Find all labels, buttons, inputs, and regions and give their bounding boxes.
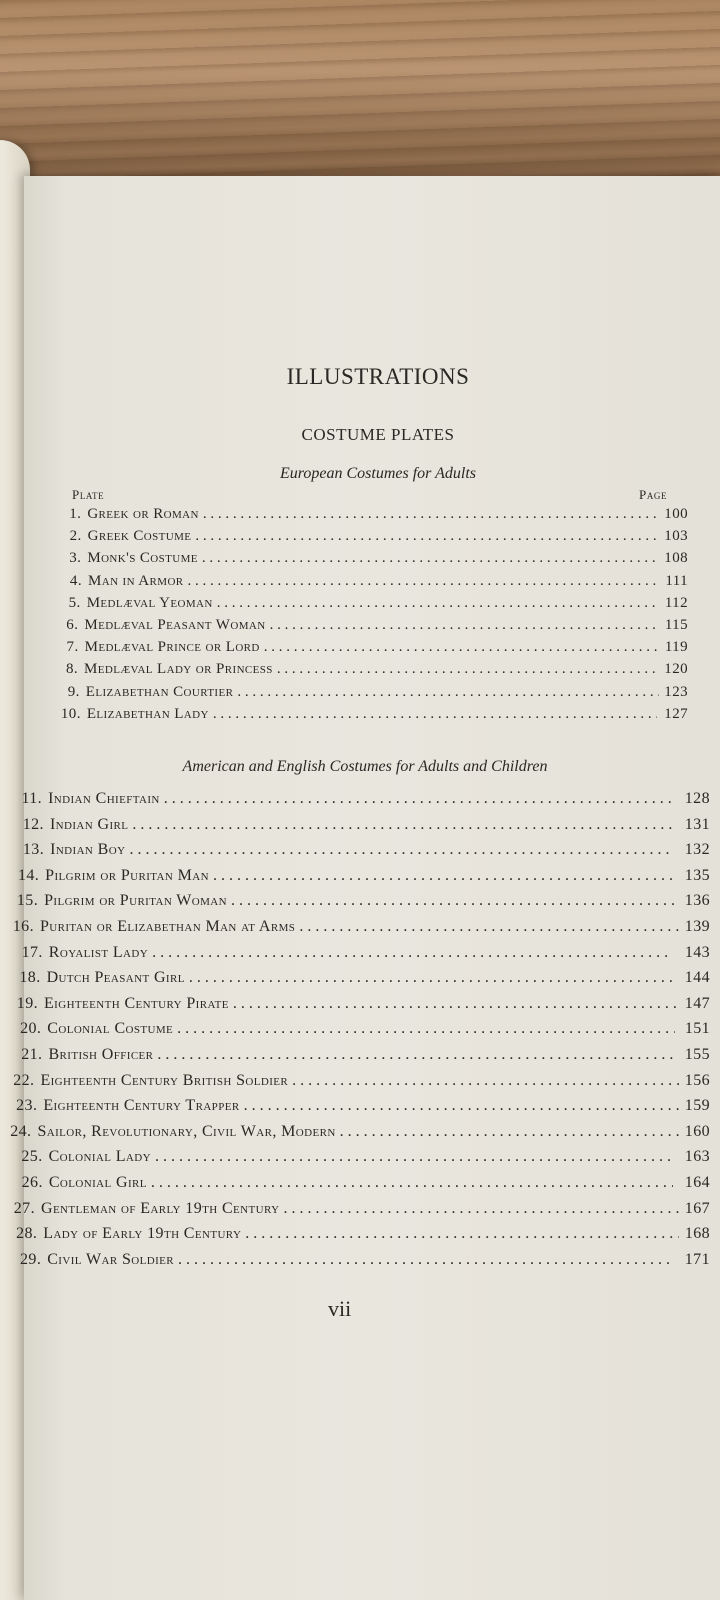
plate-title: Eighteenth Century Pirate (44, 994, 229, 1012)
dot-leader (152, 944, 673, 962)
page-ref: 163 (684, 1148, 710, 1166)
toc-entry (60, 661, 688, 683)
plate-title: Royalist Lady (48, 943, 149, 961)
plate-number: 1. (69, 506, 82, 522)
plate-number: 23. (16, 1097, 38, 1115)
plate-number: 24. (10, 1122, 32, 1140)
toc-entry (10, 969, 710, 995)
page-ref: 108 (664, 550, 688, 567)
page-ref: 111 (665, 572, 688, 589)
page-ref: 143 (684, 943, 711, 961)
page-ref: 159 (684, 1097, 710, 1115)
plate-title: Medlæval Prince or Lord (84, 639, 260, 656)
plate-title: Elizabethan Lady (86, 705, 209, 722)
dot-leader (283, 1200, 680, 1218)
page-ref: 103 (664, 528, 688, 545)
page-ref: 160 (684, 1122, 710, 1140)
plate-title: Greek Costume (87, 528, 192, 545)
dot-leader (213, 867, 677, 885)
page-title: ILLUSTRATIONS (286, 364, 470, 389)
dot-leader (231, 892, 678, 910)
toc-entry (60, 639, 688, 661)
plate-number: 7. (66, 639, 79, 656)
plate-title: Colonial Lady (48, 1148, 151, 1166)
toc-entry (60, 684, 688, 706)
page-ref: 115 (664, 616, 688, 633)
dot-leader (237, 684, 658, 701)
plate-number: 13. (22, 841, 45, 859)
plate-title: Eighteenth Century Trapper (43, 1097, 240, 1115)
plate-title: Medlæval Yeoman (86, 594, 213, 611)
section-heading-american-english: American and English Costumes for Adults and Children (182, 758, 548, 775)
european-plates-list (60, 506, 688, 728)
dot-leader (340, 1123, 681, 1141)
page-subtitle: COSTUME PLATES (301, 425, 455, 444)
dot-leader (189, 969, 676, 987)
plate-number: 26. (21, 1173, 43, 1191)
plate-number: 3. (69, 550, 82, 567)
plate-number: 9. (67, 683, 80, 700)
plate-title: Indian Girl (49, 815, 129, 833)
page-ref: 164 (684, 1173, 710, 1191)
dot-leader (151, 1174, 673, 1192)
page-ref: 135 (684, 866, 710, 884)
page-ref: 136 (684, 892, 710, 910)
dot-leader (129, 841, 671, 859)
plate-column-header: Plate (72, 487, 105, 502)
plate-title: Sailor, Revolutionary, Civil War, Modern (37, 1122, 336, 1140)
toc-entry (60, 595, 688, 617)
plate-number: 10. (60, 705, 81, 722)
toc-entry (10, 1200, 710, 1226)
plate-title: Civil War Soldier (47, 1250, 175, 1268)
plate-number: 22. (13, 1071, 35, 1089)
plate-title: Pilgrim or Puritan Man (45, 866, 209, 884)
plate-number: 18. (19, 969, 41, 987)
plate-title: Medlæval Peasant Woman (84, 616, 266, 633)
toc-entry (10, 892, 710, 918)
page-ref: 120 (664, 661, 688, 678)
plate-title: Colonial Costume (47, 1020, 174, 1038)
plate-number: 8. (65, 661, 79, 678)
dot-leader (203, 506, 657, 523)
plate-number: 17. (21, 943, 43, 961)
plate-number: 25. (21, 1148, 43, 1166)
page-ref: 156 (684, 1071, 710, 1089)
plate-number: 28. (16, 1225, 38, 1243)
toc-entry (10, 816, 710, 842)
plate-title: Indian Boy (50, 841, 126, 859)
plate-number: 5. (68, 594, 81, 611)
dot-leader (245, 1225, 678, 1243)
plate-title: British Officer (48, 1045, 154, 1063)
dot-leader (177, 1020, 675, 1038)
plate-number: 20. (20, 1020, 42, 1038)
plate-number: 15. (16, 892, 39, 910)
dot-leader (164, 790, 674, 808)
page-ref: 155 (684, 1045, 710, 1063)
section-heading-european: European Costumes for Adults (279, 465, 476, 482)
dot-leader (155, 1148, 673, 1166)
toc-entry (10, 1046, 710, 1072)
page-ref: 168 (684, 1225, 711, 1243)
toc-entry (10, 1123, 710, 1149)
plate-number: 2. (69, 528, 82, 545)
toc-entry (10, 1097, 710, 1123)
dot-leader (217, 595, 658, 612)
toc-entry (10, 944, 710, 970)
page-ref: 131 (684, 815, 710, 833)
plate-number: 29. (20, 1250, 42, 1268)
toc-entry (10, 790, 710, 816)
plate-number: 21. (21, 1045, 43, 1063)
page-ref: 171 (684, 1250, 710, 1268)
page-ref: 100 (664, 506, 688, 522)
toc-entry (10, 841, 710, 867)
toc-entry (10, 1174, 710, 1200)
plate-number: 12. (22, 815, 44, 833)
page-ref: 167 (684, 1199, 710, 1217)
page-ref: 144 (684, 969, 710, 987)
page-ref: 151 (684, 1020, 711, 1038)
plate-title: Eighteenth Century British Soldier (40, 1071, 289, 1089)
plate-title: Monk's Costume (87, 550, 198, 567)
plate-number: 4. (69, 572, 82, 589)
plate-title: Gentleman of Early 19th Century (40, 1199, 280, 1217)
dot-leader (178, 1251, 675, 1269)
dot-leader (299, 918, 680, 936)
page-ref: 128 (684, 790, 710, 807)
plate-title: Man in Armor (87, 572, 184, 589)
plate-number: 11. (21, 790, 43, 807)
toc-entry (60, 506, 688, 528)
toc-entry (10, 867, 710, 893)
plate-title: Indian Chieftain (48, 790, 160, 807)
page-ref: 139 (684, 917, 710, 935)
dot-leader (270, 617, 661, 634)
dot-leader (188, 573, 656, 590)
toc-entry (60, 573, 688, 595)
plate-title: Puritan or Elizabethan Man at Arms (39, 917, 296, 935)
wooden-table-background (0, 0, 720, 200)
dot-leader (233, 995, 678, 1013)
page-ref: 123 (664, 683, 688, 700)
dot-leader (132, 816, 672, 834)
toc-entry (10, 918, 710, 944)
toc-entry (10, 1020, 710, 1046)
plate-number: 6. (66, 616, 79, 633)
page-ref: 112 (664, 594, 688, 611)
dot-leader (202, 550, 657, 567)
american-english-plates-list (10, 790, 710, 1276)
page-number: vii (328, 1296, 352, 1321)
dot-leader (292, 1072, 681, 1090)
toc-entry (60, 550, 688, 572)
dot-leader (244, 1097, 679, 1115)
dot-leader (264, 639, 660, 656)
dot-leader (277, 661, 660, 678)
plate-title: Pilgrim or Puritan Woman (44, 892, 227, 910)
page-ref: 147 (684, 994, 710, 1012)
plate-title: Medlæval Lady or Princess (84, 661, 273, 678)
plate-number: 27. (13, 1199, 35, 1217)
plate-number: 19. (16, 994, 38, 1012)
toc-entry (10, 1148, 710, 1174)
toc-entry (60, 706, 688, 728)
plate-title: Greek or Roman (87, 506, 199, 522)
toc-entry (10, 1072, 710, 1098)
dot-leader (195, 528, 656, 545)
toc-entry (10, 995, 710, 1021)
toc-entry (60, 617, 688, 639)
dot-leader (213, 706, 657, 723)
plate-title: Lady of Early 19th Century (43, 1225, 242, 1243)
toc-entry (10, 1225, 710, 1251)
toc-entry (60, 528, 688, 550)
page-column-header: Page (639, 487, 668, 502)
page-ref: 132 (684, 841, 710, 859)
plate-number: 14. (17, 866, 40, 884)
plate-number: 16. (12, 917, 34, 935)
plate-title: Dutch Peasant Girl (46, 969, 185, 987)
plate-title: Colonial Girl (48, 1173, 147, 1191)
plate-title: Elizabethan Courtier (85, 683, 234, 700)
toc-entry (10, 1251, 710, 1277)
dot-leader (157, 1046, 673, 1064)
page-ref: 127 (664, 705, 688, 722)
page-ref: 119 (664, 639, 688, 656)
